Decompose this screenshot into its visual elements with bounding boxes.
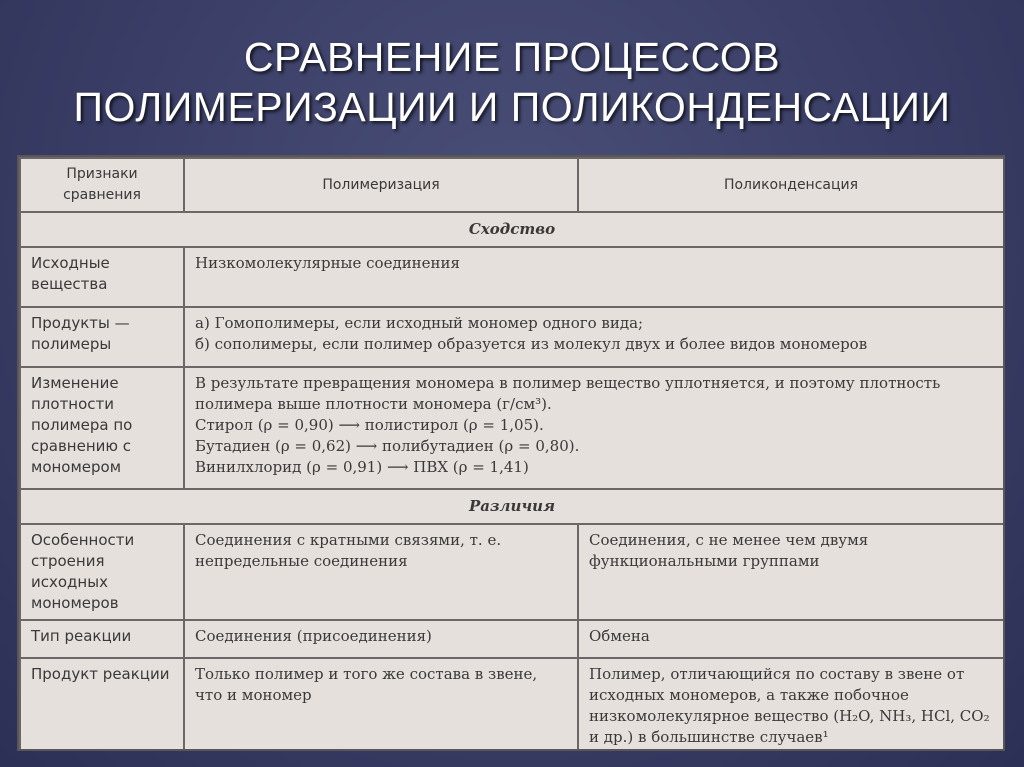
cell-reaction-product-polymerization: Только полимер и того же состава в звене, что и мономер	[184, 658, 578, 751]
criterion-structure: Особенности строения исходных мономеров	[20, 524, 184, 620]
criterion-reaction-product: Продукт реакции	[20, 658, 184, 751]
density-line-1: В результате превращения мономера в полимер вещество уплотняется, и поэтому плотность	[195, 374, 941, 392]
header-polycondensation: Поликонденсация	[578, 158, 1004, 212]
cell-structure-polycondensation: Соединения, с не менее чем двумя функциональными группами	[578, 524, 1004, 620]
cell-reaction-product-polycondensation: Полимер, отличающийся по составу в звене от исходных мономеров, а также побочное низкомолекулярное вещество (H₂O, NH₃, HCl, CO₂ и др.) в большинстве случаев¹	[578, 658, 1004, 751]
table-row	[20, 620, 1004, 658]
criterion-reaction-type: Тип реакции	[20, 620, 184, 658]
density-line-5: Винилхлорид (ρ = 0,91) ⟶ ПВХ (ρ = 1,41)	[195, 458, 529, 476]
cell-products-common	[184, 307, 1004, 367]
cell-structure-polymerization: Соединения с кратными связями, т. е. непредельные соединения	[184, 524, 578, 620]
criterion-reagents: Исходные вещества	[20, 247, 184, 307]
slide-title-line-1: СРАВНЕНИЕ ПРОЦЕССОВ	[243, 34, 781, 80]
cell-reagents-common: Низкомолекулярные соединения	[184, 247, 1004, 307]
table-header-row	[20, 158, 1004, 212]
slide-title	[0, 32, 1024, 132]
cell-reaction-type-polymerization: Соединения (присоединения)	[184, 620, 578, 658]
criterion-density: Изменение плотности полимера по сравнению с мономером	[20, 367, 184, 489]
table-row	[20, 367, 1004, 489]
cell-reaction-type-polycondensation: Обмена	[578, 620, 1004, 658]
section-differences-row	[20, 489, 1004, 524]
density-line-2: полимера выше плотности мономера (г/см³).	[195, 395, 552, 413]
table-row	[20, 247, 1004, 307]
header-polymerization: Полимеризация	[184, 158, 578, 212]
section-similarity-label: Сходство	[20, 212, 1004, 247]
products-line-2: б) сополимеры, если полимер образуется из молекул двух и более видов мономеров	[195, 335, 868, 353]
section-differences-label: Различия	[20, 489, 1004, 524]
criterion-products: Продукты — полимеры	[20, 307, 184, 367]
table-row	[20, 307, 1004, 367]
comparison-table	[19, 157, 1005, 751]
slide-title-line-2: ПОЛИМЕРИЗАЦИИ И ПОЛИКОНДЕНСАЦИИ	[73, 84, 951, 130]
products-line-1: а) Гомополимеры, если исходный мономер одного вида;	[195, 314, 644, 332]
density-line-3: Стирол (ρ = 0,90) ⟶ полистирол (ρ = 1,05).	[195, 416, 544, 434]
density-line-4: Бутадиен (ρ = 0,62) ⟶ полибутадиен (ρ = 0,80).	[195, 437, 580, 455]
cell-density-common	[184, 367, 1004, 489]
comparison-table-image	[17, 155, 1005, 751]
table-row	[20, 524, 1004, 620]
table-row	[20, 658, 1004, 751]
section-similarity-row	[20, 212, 1004, 247]
header-criteria: Признаки сравнения	[20, 158, 184, 212]
